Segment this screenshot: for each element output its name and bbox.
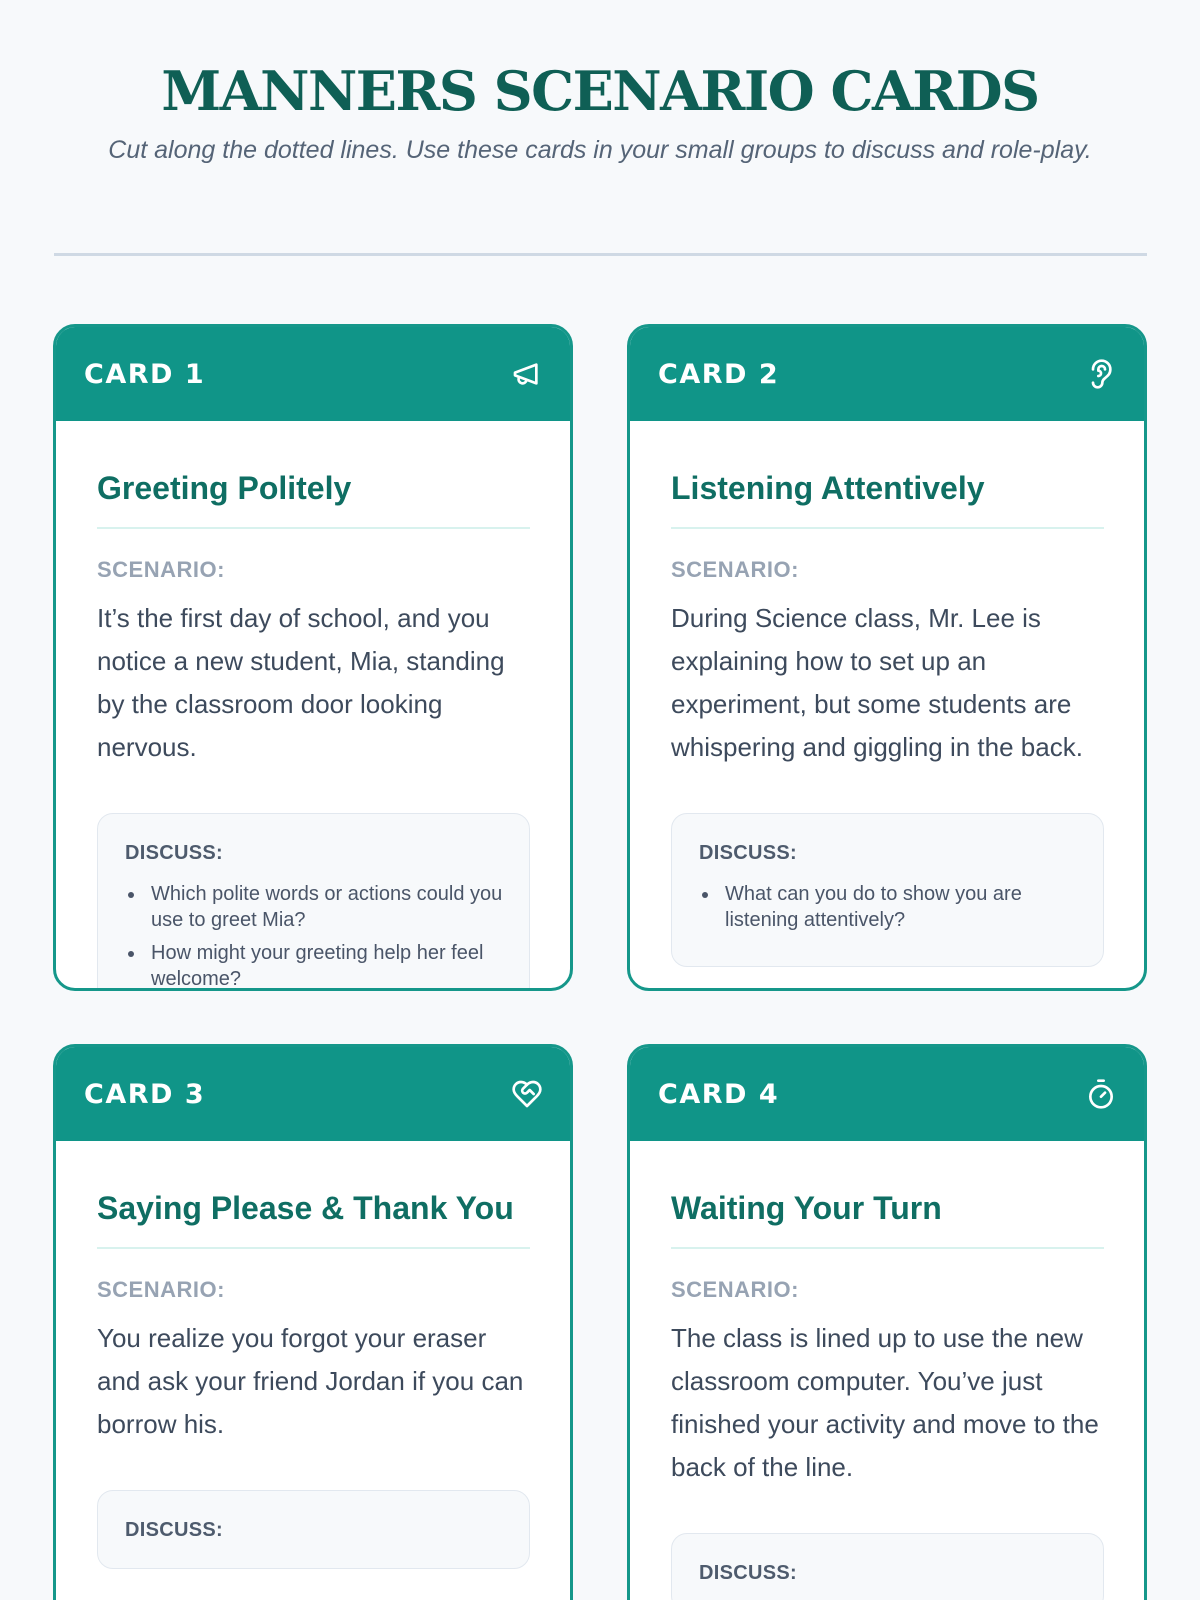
discuss-box bbox=[671, 1533, 1104, 1600]
question-item: What can you do to show you are listening attentively? bbox=[699, 881, 1077, 933]
scenario-card-1 bbox=[53, 324, 573, 991]
card-body bbox=[56, 1141, 570, 1569]
card-number: CARD 1 bbox=[84, 358, 206, 390]
scenario-text: During Science class, Mr. Lee is explaining how to set up an experiment, but some students are whispering and giggling in the back. bbox=[671, 603, 1083, 762]
card-header bbox=[56, 1047, 570, 1141]
card-header bbox=[630, 327, 1144, 421]
discuss-box bbox=[671, 813, 1104, 967]
card-title: Listening Attentively bbox=[671, 465, 1104, 529]
scenario-label: SCENARIO: bbox=[97, 557, 225, 582]
question-list bbox=[125, 881, 503, 991]
scenario-card-3 bbox=[53, 1044, 573, 1600]
scenario-text: The class is lined up to use the new classroom computer. You’ve just finished your activity and move to the back of the line. bbox=[671, 1323, 1099, 1482]
discuss-label: DISCUSS: bbox=[125, 842, 223, 864]
card-title: Saying Please & Thank You bbox=[97, 1185, 530, 1249]
card-header bbox=[630, 1047, 1144, 1141]
card-header bbox=[56, 327, 570, 421]
question-item: Which polite words or actions could you use to greet Mia? bbox=[125, 881, 503, 933]
discuss-label: DISCUSS: bbox=[699, 842, 797, 864]
discuss-box bbox=[97, 1490, 530, 1569]
header-divider bbox=[54, 253, 1147, 256]
card-number: CARD 4 bbox=[658, 1078, 780, 1110]
ear-icon bbox=[1084, 357, 1118, 391]
page-subtitle: Cut along the dotted lines. Use these cards in your small groups to discuss and role-play. bbox=[108, 136, 1092, 164]
scenario-label: SCENARIO: bbox=[97, 1277, 225, 1302]
card-title: Waiting Your Turn bbox=[671, 1185, 1104, 1249]
discuss-label: DISCUSS: bbox=[699, 1562, 797, 1584]
discuss-box bbox=[97, 813, 530, 991]
question-item: How might your greeting help her feel welcome? bbox=[125, 940, 503, 991]
page-header bbox=[0, 0, 1200, 170]
page-title: MANNERS SCENARIO CARDS bbox=[161, 59, 1039, 123]
scenario-card-2 bbox=[627, 324, 1147, 991]
card-number: CARD 2 bbox=[658, 358, 780, 390]
scenario-card-4 bbox=[627, 1044, 1147, 1600]
card-body bbox=[630, 1141, 1144, 1600]
discuss-label: DISCUSS: bbox=[125, 1519, 223, 1541]
stopwatch-icon bbox=[1084, 1077, 1118, 1111]
scenario-label: SCENARIO: bbox=[671, 1277, 799, 1302]
card-body bbox=[56, 421, 570, 991]
scenario-text: You realize you forgot your eraser and ask your friend Jordan if you can borrow his. bbox=[97, 1323, 524, 1439]
card-body bbox=[630, 421, 1144, 967]
card-number: CARD 3 bbox=[84, 1078, 206, 1110]
card-title: Greeting Politely bbox=[97, 465, 530, 529]
scenario-label: SCENARIO: bbox=[671, 557, 799, 582]
megaphone-icon bbox=[510, 357, 544, 391]
question-list bbox=[699, 881, 1077, 933]
heart-handshake-icon bbox=[510, 1077, 544, 1111]
scenario-text: It’s the first day of school, and you notice a new student, Mia, standing by the classroom door looking nervous. bbox=[97, 603, 505, 762]
